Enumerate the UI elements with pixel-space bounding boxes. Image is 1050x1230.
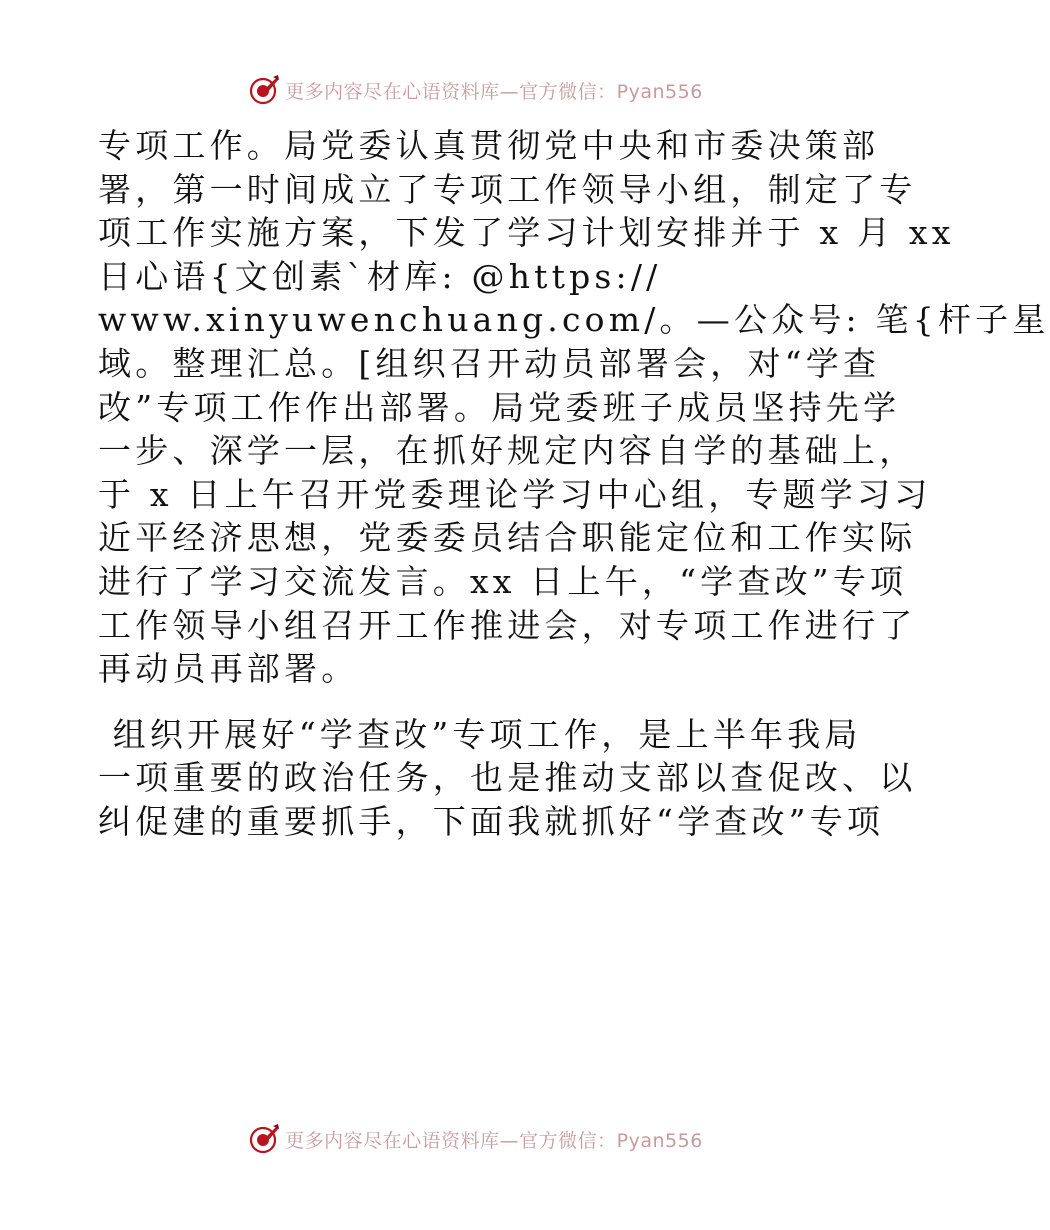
text-line: 纠促建的重要抓手，下面我就抓好“学查改”专项	[98, 801, 885, 841]
text-line: 于 x 日上午召开党委理论学习中心组，专题学习习	[98, 474, 932, 514]
paragraph-1	[98, 124, 1050, 691]
text-line: 一项重要的政治任务，也是推动支部以查促改、以	[98, 758, 917, 798]
text-line: 专项工作。局党委认真贯彻党中央和市委决策部	[98, 126, 880, 165]
text-line: 近平经济思想，党委委员结合职能定位和工作实际	[98, 518, 917, 558]
text-line: 工作领导小组召开工作推进会，对专项工作进行了	[98, 605, 917, 645]
header-banner	[0, 70, 950, 110]
text-line: 再动员再部署。	[98, 649, 359, 689]
footer-banner	[0, 1119, 950, 1159]
quill-logo-icon	[247, 1122, 281, 1156]
text-line: 日心语{文创素`材库: @https://	[98, 256, 662, 296]
paragraph-spacer	[98, 691, 858, 713]
text-line: 一步、深学一层，在抓好规定内容自学的基础上，	[98, 431, 917, 471]
text-line: 署，第一时间成立了专项工作领导小组，制定了专	[98, 169, 917, 209]
footer-banner-text: 更多内容尽在心语资料库—官方微信：Pyan556	[285, 1129, 703, 1152]
text-line: 进行了学习交流发言。xx 日上午，“学查改”专项	[98, 561, 908, 601]
document-body	[98, 124, 1050, 844]
header-banner-text: 更多内容尽在心语资料库—官方微信：Pyan556	[285, 80, 703, 103]
text-line: 改”专项工作作出部署。局党委班子成员坚持先学	[98, 387, 901, 427]
text-line: 组织开展好“学查改”专项工作，是上半年我局	[98, 714, 862, 754]
text-line: 项工作实施方案，下发了学习计划安排并于 x 月 xx	[98, 213, 955, 253]
paragraph-2	[98, 713, 917, 844]
text-line: 域。整理汇总。[组织召开动员部署会，对“学查	[98, 343, 881, 383]
text-line: www.xinyuwenchuang.com/。—公众号: 笔{杆子星	[98, 300, 1050, 340]
quill-logo-icon	[247, 73, 281, 107]
